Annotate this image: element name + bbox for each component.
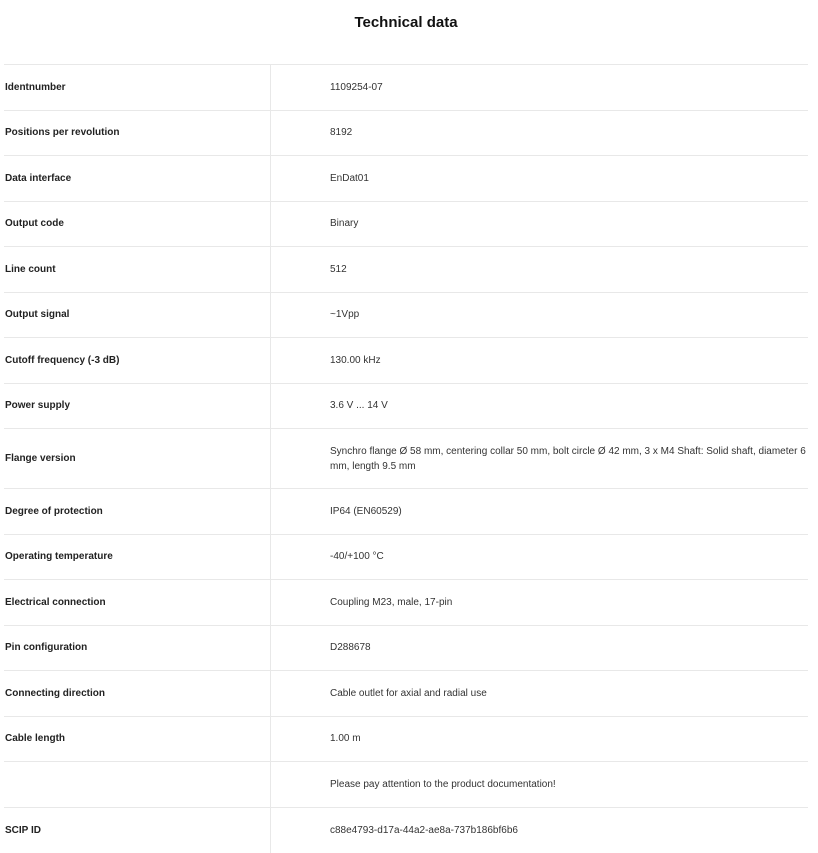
spec-value: 1.00 m bbox=[271, 716, 809, 762]
spec-row-documentation-note bbox=[4, 762, 808, 808]
spec-row-operating-temperature bbox=[4, 534, 808, 580]
spec-value: 512 bbox=[271, 247, 809, 293]
spec-row-line-count bbox=[4, 247, 808, 293]
spec-value: 8192 bbox=[271, 110, 809, 156]
spec-value: ~1Vpp bbox=[271, 292, 809, 338]
spec-label: Electrical connection bbox=[4, 580, 271, 626]
spec-label: Degree of protection bbox=[4, 489, 271, 535]
spec-row-positions-per-revolution bbox=[4, 110, 808, 156]
spec-row-data-interface bbox=[4, 156, 808, 202]
spec-label: Output code bbox=[4, 201, 271, 247]
spec-label: Connecting direction bbox=[4, 671, 271, 717]
spec-row-identnumber bbox=[4, 65, 808, 111]
spec-label bbox=[4, 762, 271, 808]
spec-label: Data interface bbox=[4, 156, 271, 202]
spec-value: EnDat01 bbox=[271, 156, 809, 202]
spec-value: Synchro flange Ø 58 mm, centering collar 50 mm, bolt circle Ø 42 mm, 3 x M4 Shaft: Solid shaft, diameter 6 mm, length 9.5 mm bbox=[271, 429, 809, 489]
spec-row-electrical-connection bbox=[4, 580, 808, 626]
spec-row-connecting-direction bbox=[4, 671, 808, 717]
spec-row-output-code bbox=[4, 201, 808, 247]
spec-label: SCIP ID bbox=[4, 807, 271, 853]
spec-value: Cable outlet for axial and radial use bbox=[271, 671, 809, 717]
spec-value: 3.6 V ... 14 V bbox=[271, 383, 809, 429]
spec-label: Cutoff frequency (-3 dB) bbox=[4, 338, 271, 384]
spec-label: Positions per revolution bbox=[4, 110, 271, 156]
spec-row-flange-version bbox=[4, 429, 808, 489]
spec-label: Output signal bbox=[4, 292, 271, 338]
spec-value: Please pay attention to the product documentation! bbox=[271, 762, 809, 808]
spec-label: Identnumber bbox=[4, 65, 271, 111]
spec-row-degree-of-protection bbox=[4, 489, 808, 535]
spec-row-pin-configuration bbox=[4, 625, 808, 671]
spec-value: D288678 bbox=[271, 625, 809, 671]
page-title: Technical data bbox=[354, 14, 458, 31]
spec-label: Cable length bbox=[4, 716, 271, 762]
spec-row-output-signal bbox=[4, 292, 808, 338]
spec-value: 1109254-07 bbox=[271, 65, 809, 111]
spec-row-power-supply bbox=[4, 383, 808, 429]
spec-value: -40/+100 °C bbox=[271, 534, 809, 580]
spec-value: 130.00 kHz bbox=[271, 338, 809, 384]
spec-value: IP64 (EN60529) bbox=[271, 489, 809, 535]
spec-row-cable-length bbox=[4, 716, 808, 762]
spec-label: Line count bbox=[4, 247, 271, 293]
spec-row-cutoff-frequency bbox=[4, 338, 808, 384]
spec-label: Pin configuration bbox=[4, 625, 271, 671]
spec-label: Operating temperature bbox=[4, 534, 271, 580]
spec-value: c88e4793-d17a-44a2-ae8a-737b186bf6b6 bbox=[271, 807, 809, 853]
spec-label: Power supply bbox=[4, 383, 271, 429]
spec-row-scip-id bbox=[4, 807, 808, 853]
technical-data-table bbox=[4, 64, 808, 853]
spec-value: Binary bbox=[271, 201, 809, 247]
spec-value: Coupling M23, male, 17-pin bbox=[271, 580, 809, 626]
spec-label: Flange version bbox=[4, 429, 271, 489]
